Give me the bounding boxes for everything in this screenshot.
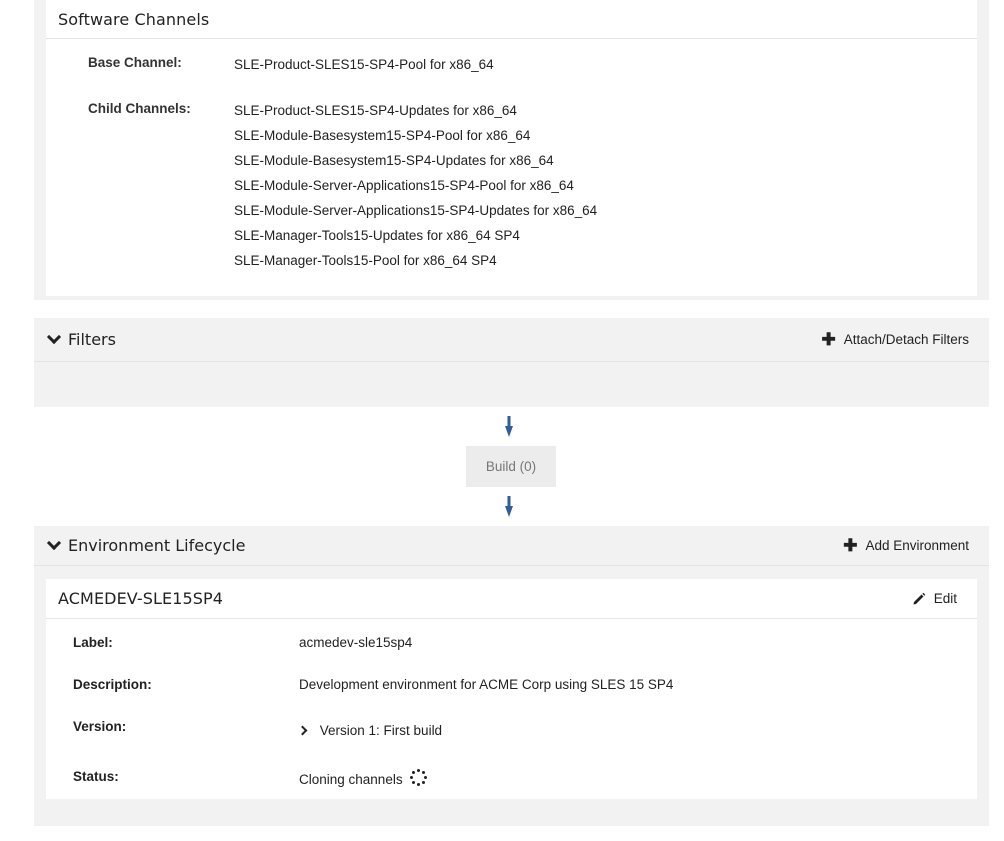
pencil-icon: [912, 592, 926, 606]
base-channel-value: SLE-Product-SLES15-SP4-Pool for x86_64: [234, 57, 494, 72]
env-description-value: Development environment for ACME Corp using SLES 15 SP4: [299, 677, 674, 692]
plus-icon: ✚: [843, 536, 858, 555]
child-channels-list: [234, 98, 597, 273]
version-toggle[interactable]: [299, 723, 442, 738]
env-label-value: acmedev-sle15sp4: [299, 635, 413, 650]
edit-label: Edit: [933, 591, 957, 606]
plus-icon: ✚: [821, 330, 836, 349]
attach-detach-filters-button[interactable]: [821, 331, 969, 348]
child-channel-item: SLE-Module-Server-Applications15-SP4-Pool for x86_64: [234, 178, 574, 193]
spinner-icon: [410, 769, 428, 787]
child-channels-label: Child Channels:: [88, 101, 191, 116]
environment-lifecycle-header: [34, 526, 989, 566]
chevron-right-icon: [298, 726, 308, 736]
child-channel-item: SLE-Module-Basesystem15-SP4-Updates for x86_64: [234, 153, 554, 168]
environment-card-header: [46, 579, 977, 619]
env-label-label: Label:: [73, 635, 113, 650]
env-status-value: Cloning channels: [299, 772, 403, 787]
environment-lifecycle-section: [34, 526, 989, 826]
build-button[interactable]: Build (0): [466, 446, 556, 487]
env-status: [299, 769, 428, 787]
child-channel-item: SLE-Module-Basesystem15-SP4-Pool for x86_64: [234, 128, 531, 143]
environment-name: ACMEDEV-SLE15SP4: [58, 589, 224, 608]
env-version-label: Version:: [73, 719, 127, 734]
filters-header: [34, 318, 989, 362]
software-channels-header: [46, 0, 977, 39]
chevron-down-icon[interactable]: [47, 330, 61, 344]
arrow-down-icon: [505, 416, 513, 438]
base-channel-label: Base Channel:: [88, 55, 182, 70]
filters-title[interactable]: Filters: [68, 330, 116, 349]
add-environment-label: Add Environment: [865, 538, 969, 553]
child-channel-item: SLE-Manager-Tools15-Pool for x86_64 SP4: [234, 253, 497, 268]
arrow-down-icon: [505, 496, 513, 518]
env-status-label: Status:: [73, 769, 119, 784]
env-description-label: Description:: [73, 677, 152, 692]
child-channel-item: SLE-Module-Server-Applications15-SP4-Updates for x86_64: [234, 203, 598, 218]
software-channels-title: Software Channels: [58, 9, 210, 29]
filters-section: [34, 318, 989, 407]
child-channel-item: SLE-Manager-Tools15-Updates for x86_64 SP4: [234, 228, 520, 243]
add-environment-button[interactable]: [843, 537, 969, 554]
environment-lifecycle-title[interactable]: Environment Lifecycle: [68, 536, 246, 555]
child-channel-item: SLE-Product-SLES15-SP4-Updates for x86_64: [234, 103, 517, 118]
edit-environment-button[interactable]: [912, 591, 957, 606]
chevron-down-icon[interactable]: [47, 536, 61, 550]
attach-detach-filters-label: Attach/Detach Filters: [843, 332, 969, 347]
env-version-value: Version 1: First build: [319, 723, 443, 738]
